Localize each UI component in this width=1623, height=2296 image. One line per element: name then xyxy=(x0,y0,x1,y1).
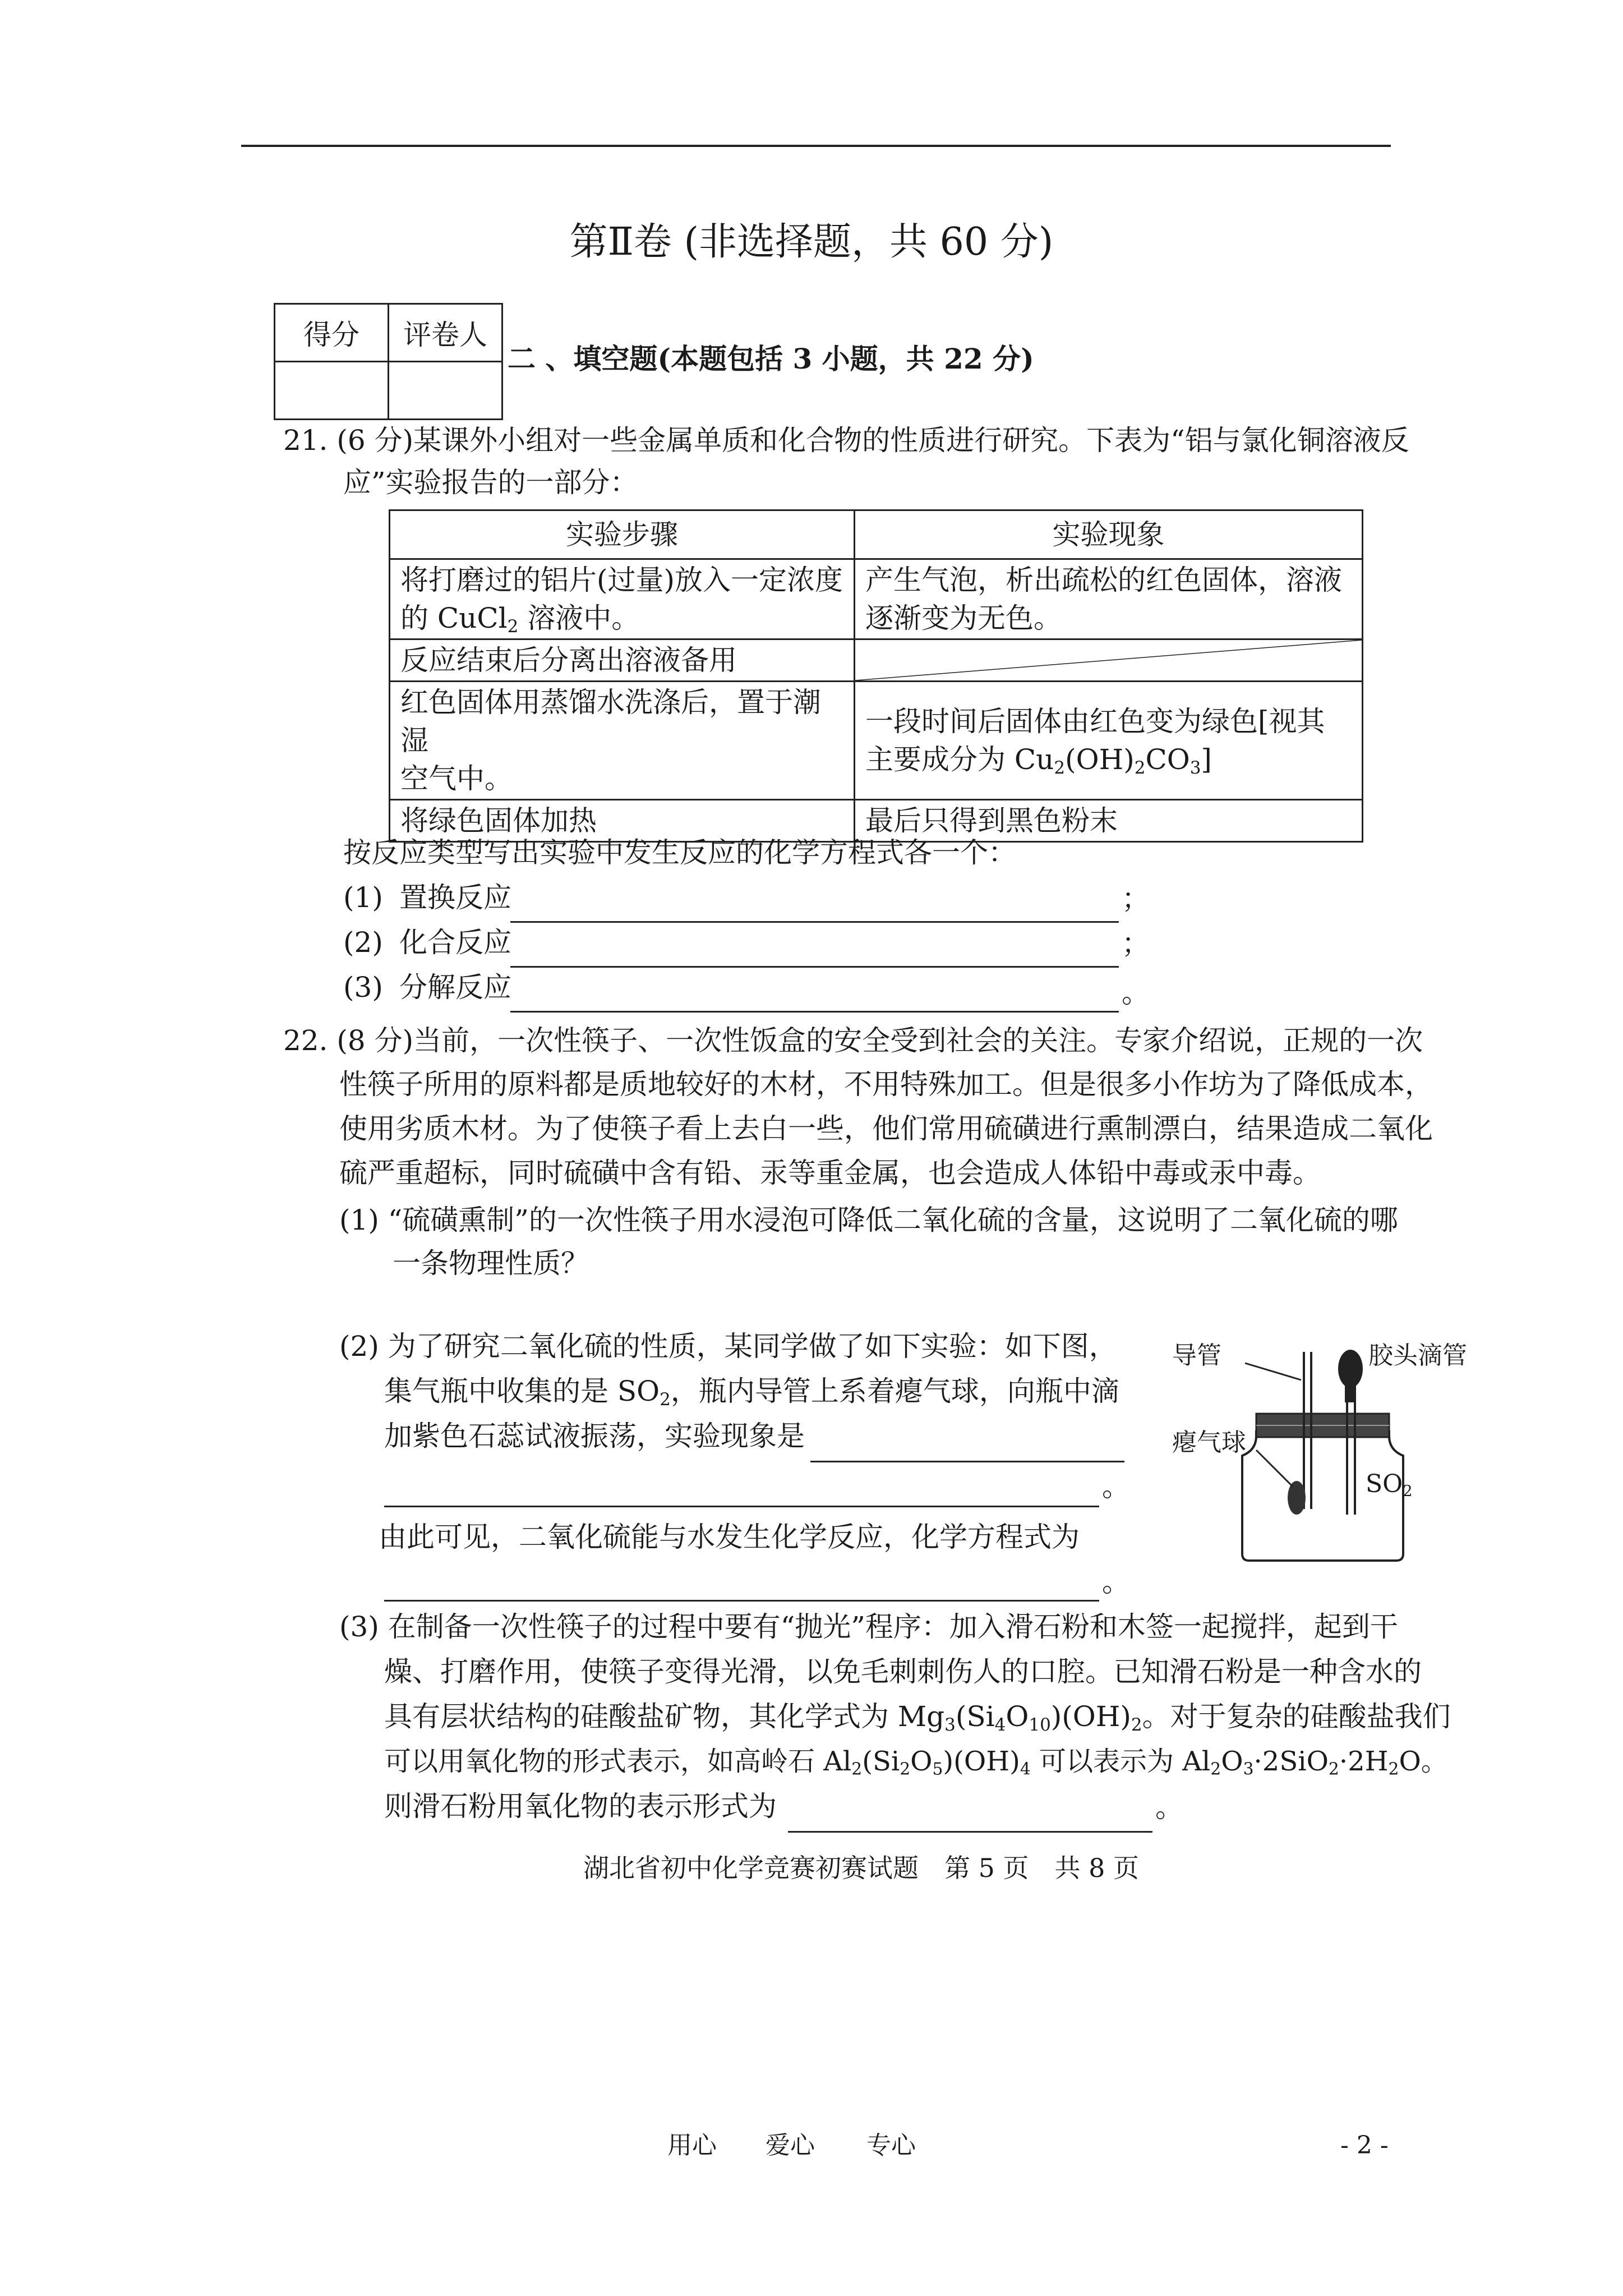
empty-diagonal-cell xyxy=(855,639,1363,682)
step-text: 空气中。 xyxy=(400,762,513,795)
answer-blank-equation[interactable] xyxy=(384,1565,1099,1602)
q21-sub2-label: 化合反应 xyxy=(399,926,511,959)
label-so2: $SO_2$ xyxy=(1366,1470,1413,1500)
q21-sub1-num: (1) xyxy=(343,881,383,914)
step-cell xyxy=(390,682,855,800)
score-label: 得分 xyxy=(275,304,389,362)
footer-word-3: 专心 xyxy=(866,2131,916,2160)
q22-p3-line4: 可以用氧化物的形式表示，如高岭石 $Al_2(Si_2O_5)(OH)_4$ 可以表示为 $Al_2O_3\cdot 2SiO_2\cdot 2H_2O$。 xyxy=(384,1746,1448,1779)
step-cell: 反应结束后分离出溶液备用 xyxy=(390,639,855,682)
answer-blank-decomposition[interactable] xyxy=(510,976,1119,1013)
q22-p1-line2: 一条物理性质？ xyxy=(393,1247,589,1280)
q22-p2-line4-end: 。 xyxy=(1102,1470,1130,1503)
experiment-table xyxy=(389,509,1363,843)
phenomenon-text: 一段时间后固体由红色变为绿色[视其 xyxy=(865,705,1325,738)
header-phenomena: 实验现象 xyxy=(855,510,1363,559)
step-text: 红色固体用蒸馏水洗涤后，置于潮湿 xyxy=(400,686,821,757)
table-row xyxy=(390,682,1363,800)
footer-word-2: 爱心 xyxy=(766,2131,815,2160)
q22-p3-line3: 具有层状结构的硅酸盐矿物，其化学式为 $Mg_3(Si_4O_{10})(OH)_2$。对于复杂的硅酸盐我们 xyxy=(384,1700,1451,1735)
q21-sub1-label: 置换反应 xyxy=(399,881,511,914)
phenomenon-cell: 最后只得到黑色粉末 xyxy=(855,800,1363,842)
q21-sub3-num: (3) xyxy=(343,971,383,1004)
q21-sub2-num: (2) xyxy=(343,926,383,959)
answer-blank-combination[interactable] xyxy=(510,931,1119,968)
q21-line2: 应”实验报告的一部分： xyxy=(343,466,638,499)
table-row xyxy=(390,559,1363,639)
q22-line1: 22. (8 分)当前，一次性筷子、一次性饭盒的安全受到社会的关注。专家介绍说，正规的一次 xyxy=(283,1024,1423,1057)
q21-sub1-end: ； xyxy=(1122,882,1150,915)
q22-p2-line1: (2) 为了研究二氧化硫的性质，某同学做了如下实验：如下图， xyxy=(339,1330,1117,1363)
phenomenon-cell xyxy=(855,559,1363,639)
q22-p3-line1: (3) 在制备一次性筷子的过程中要有“抛光”程序：加入滑石粉和木签一起搅拌，起到干 xyxy=(339,1611,1398,1643)
q22-line2: 性筷子所用的原料都是质地较好的木材，不用特殊加工。但是很多小作坊为了降低成本， xyxy=(339,1068,1433,1101)
answer-blank-talc-oxide[interactable] xyxy=(788,1796,1152,1833)
section2-title: 二 、填空题(本题包括 3 小题，共 22 分) xyxy=(508,342,1034,375)
step-text: 将打磨过的铝片(过量)放入一定浓度 xyxy=(400,564,843,596)
gas-bottle-apparatus xyxy=(1172,1329,1486,1565)
grader-cell[interactable] xyxy=(389,362,502,420)
header-rule xyxy=(241,145,1391,147)
page-number: - 2 - xyxy=(1340,2131,1389,2160)
q22-p3-line2: 燥、打磨作用，使筷子变得光滑，以免毛刺刺伤人的口腔。已知滑石粉是一种含水的 xyxy=(384,1655,1422,1688)
label-tube: 导管 xyxy=(1172,1341,1221,1370)
footer-word-1: 用心 xyxy=(667,2131,717,2160)
score-cell[interactable] xyxy=(275,362,389,420)
table-row xyxy=(390,639,1363,682)
q22-p2-line5: 由此可见，二氧化硫能与水发生化学反应，化学方程式为 xyxy=(379,1521,1080,1553)
diagonal-line xyxy=(855,640,1362,680)
q22-p3-line5-end: 。 xyxy=(1155,1791,1183,1824)
part-title: 第Ⅱ卷 (非选择题，共 60 分) xyxy=(569,220,1054,264)
grader-label: 评卷人 xyxy=(389,304,502,362)
label-balloon: 瘪气球 xyxy=(1172,1428,1246,1457)
q22-p2-line2: 集气瓶中收集的是 $SO_2$，瓶内导管上系着瘪气球，向瓶中滴 xyxy=(384,1375,1119,1410)
phenomenon-text: 产生气泡，析出疏松的红色固体，溶液 xyxy=(865,564,1342,596)
label-dropper: 胶头滴管 xyxy=(1368,1341,1467,1370)
q22-line3: 使用劣质木材。为了使筷子看上去白一些，他们常用硫磺进行熏制漂白，结果造成二氧化 xyxy=(339,1112,1433,1145)
step-cell: 将绿色固体加热 xyxy=(390,800,855,842)
phenomenon-text: 主要成分为 $Cu_2(OH)_2CO_3$] xyxy=(865,743,1212,778)
q22-p2-line6-end: 。 xyxy=(1102,1566,1130,1598)
q22-line4: 硫严重超标，同时硫磺中含有铅、汞等重金属，也会造成人体铅中毒或汞中毒。 xyxy=(339,1157,1321,1189)
header-steps: 实验步骤 xyxy=(390,510,855,559)
step-text: 的 CuCl$_2$ 溶液中。 xyxy=(400,602,640,637)
answer-blank-phenomenon[interactable] xyxy=(810,1426,1124,1462)
q22-p1-line1: (1) “硫磺熏制”的一次性筷子用水浸泡可降低二氧化硫的含量，这说明了二氧化硫的哪 xyxy=(339,1204,1398,1236)
q21-sub3-end: 。 xyxy=(1122,977,1150,1009)
answer-blank-displacement[interactable] xyxy=(510,886,1119,923)
phenomenon-cell xyxy=(855,682,1363,800)
q21-sub2-end: ； xyxy=(1122,927,1150,960)
q21-line1: 21. (6 分)某课外小组对一些金属单质和化合物的性质进行研究。下表为“铝与氯化铜溶液反 xyxy=(283,424,1409,457)
score-box xyxy=(274,303,503,420)
answer-blank-phenomenon-cont[interactable] xyxy=(384,1471,1099,1507)
step-cell xyxy=(390,559,855,639)
phenomenon-text: 逐渐变为无色。 xyxy=(865,602,1062,634)
q21-sub3-label: 分解反应 xyxy=(399,971,511,1004)
q21-instruction: 按反应类型写出实验中发生反应的化学方程式各一个： xyxy=(343,836,1016,869)
q22-p3-line5: 则滑石粉用氧化物的表示形式为 xyxy=(384,1790,777,1823)
q22-p2-line3: 加紫色石蕊试液振荡，实验现象是 xyxy=(384,1420,805,1452)
page-footer: 湖北省初中化学竞赛初赛试题 第 5 页 共 8 页 xyxy=(583,1853,1140,1883)
